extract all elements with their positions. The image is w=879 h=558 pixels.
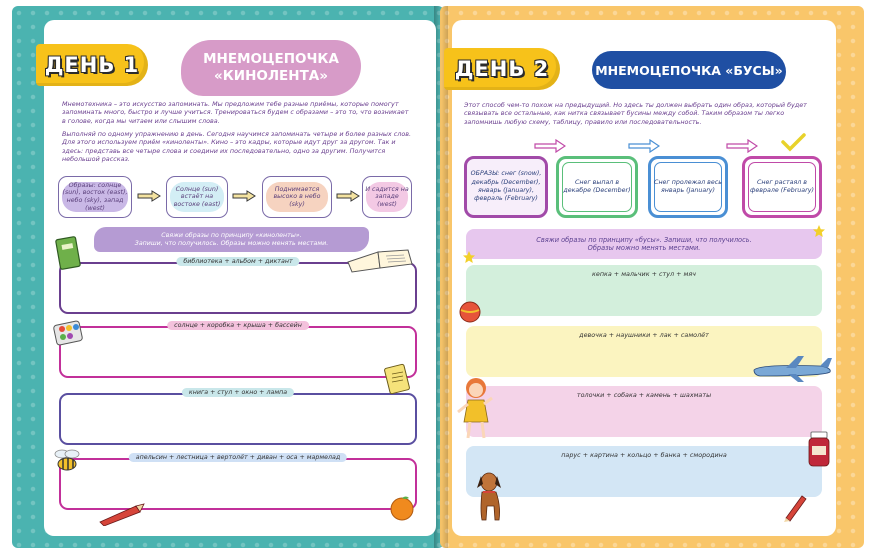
day1-tab — [36, 44, 148, 86]
day1-exercise-label: солнце + коробка + крыша + бассейн — [167, 321, 309, 330]
day1-exercise-label: апельсин + лестница + вертолёт + диван + оса + мармелад — [129, 453, 347, 462]
day1-title-text: МНЕМОЦЕПОЧКА «КИНОЛЕНТА» — [203, 51, 339, 84]
airplane-icon — [750, 354, 834, 384]
arrow-icon — [336, 190, 360, 202]
checkmark-icon — [780, 132, 806, 152]
day1-tab-label: ДЕНЬ 1 — [44, 53, 140, 77]
day2-intro-paragraph: Этот способ чем-то похож на предыдущий. Но здесь ты должен выбрать один образ, который будет связывать все остальные, как нитка связывает бусины между собой. Таким образом ты легко запомнишь любую схему, таблицу, правило или последовательность. — [464, 101, 807, 126]
dog-icon — [472, 470, 508, 522]
day2-chain-step-text: ОБРАЗЫ: снег (snow), декабрь (December), январь (January), февраль (February) — [470, 170, 542, 203]
day2-answer-box-4[interactable] — [466, 446, 822, 497]
day1-chain-step-3 — [262, 176, 332, 218]
star-icon — [812, 224, 826, 238]
day2-exercise-label: парус + картина + кольцо + банка + смородина — [561, 451, 727, 459]
pencil-icon — [96, 502, 146, 526]
arrow-icon — [534, 139, 566, 153]
green-book-icon — [54, 236, 82, 272]
day2-answer-box-1[interactable] — [466, 265, 822, 316]
day2-tab-label: ДЕНЬ 2 — [454, 57, 550, 81]
day2-instruction-banner — [466, 229, 822, 259]
day1-answer-box-2[interactable] — [59, 322, 417, 378]
day1-chain-step-text: Поднимается высоко в небо (sky) — [273, 185, 321, 208]
day1-chain-step-1 — [58, 176, 132, 218]
orange-icon — [388, 494, 416, 522]
day2-title — [592, 51, 786, 89]
day2-chain-step-4 — [742, 156, 822, 218]
day2-chain-step-1 — [464, 156, 548, 218]
day1-intro-paragraph-1: Мнемотехника – это искусство запоминать. Мы предложим тебе разные приёмы, которые помогут запоминать много, быстро и лучше учиться. Тренироваться будем с образами – это то, что возникает в голове, когда мы читаем или слышим слова. — [62, 100, 409, 125]
day1-chain-step-text: И садится на западе (west) — [365, 185, 409, 208]
open-book-icon — [346, 248, 414, 274]
day1-exercise-label: книга + стул + окно + лампа — [182, 388, 294, 397]
day1-intro-paragraph-2: Выполняй по одному упражнению в день. Сегодня научимся запоминать четыре и более разных слов. Для этого используем приём «киноленты». Кино – это кадры, которые идут друг за другом. Так и здесь: представь все четыре слова и соедини их последовательно, одно за другим. Получится небольшой рассказ. — [62, 130, 412, 163]
day1-chain-step-4 — [362, 176, 412, 218]
pencil-icon — [780, 492, 808, 522]
day1-instruction-banner — [94, 227, 369, 252]
arrow-icon — [137, 190, 161, 202]
day2-exercise-label: толочки + собака + камень + шахматы — [576, 391, 712, 399]
day1-instruction-text: Свяжи образы по принципу «киноленты». Запиши, что получилось. Образы можно менять местами. — [134, 231, 329, 247]
day1-exercise-label: библиотека + альбом + диктант — [176, 257, 299, 266]
day2-answer-box-3[interactable] — [466, 386, 822, 437]
star-icon — [462, 250, 476, 264]
day2-title-text: МНЕМОЦЕПОЧКА «БУСЫ» — [595, 62, 783, 78]
ball-icon — [458, 300, 482, 324]
day2-chain-step-text: Снег выпал в декабре (December) — [563, 178, 631, 194]
arrow-icon — [232, 190, 256, 202]
girl-icon — [456, 374, 496, 444]
day1-chain-step-text: Образы: солнце (sun), восток (east), небо (sky), запад (west) — [62, 181, 128, 212]
day2-chain-step-text: Снег пролежал весь январь (January) — [654, 178, 722, 194]
day1-title — [181, 40, 361, 96]
day2-exercise-label: кепка + мальчик + стул + мяч — [592, 270, 696, 278]
day2-exercise-label: девочка + наушники + лак + самолёт — [579, 331, 709, 339]
day2-chain-step-3 — [648, 156, 728, 218]
arrow-icon — [726, 139, 758, 153]
arrow-icon — [628, 139, 660, 153]
day1-chain-step-text: Солнце (sun) встаёт на востоке (east) — [173, 185, 221, 208]
paint-palette-icon — [52, 318, 84, 348]
day2-instruction-text: Свяжи образы по принципу «бусы». Запиши, что получилось. Образы можно менять местами. — [536, 235, 752, 252]
jam-jar-icon — [806, 430, 832, 470]
day2-tab — [444, 48, 560, 90]
day1-chain-step-2 — [166, 176, 228, 218]
bee-icon — [50, 446, 84, 476]
day2-chain-step-2 — [556, 156, 638, 218]
day1-answer-box-3[interactable] — [59, 389, 417, 445]
notebook-icon — [383, 362, 413, 398]
day2-chain-step-text: Снег растаял в феврале (February) — [750, 178, 814, 194]
